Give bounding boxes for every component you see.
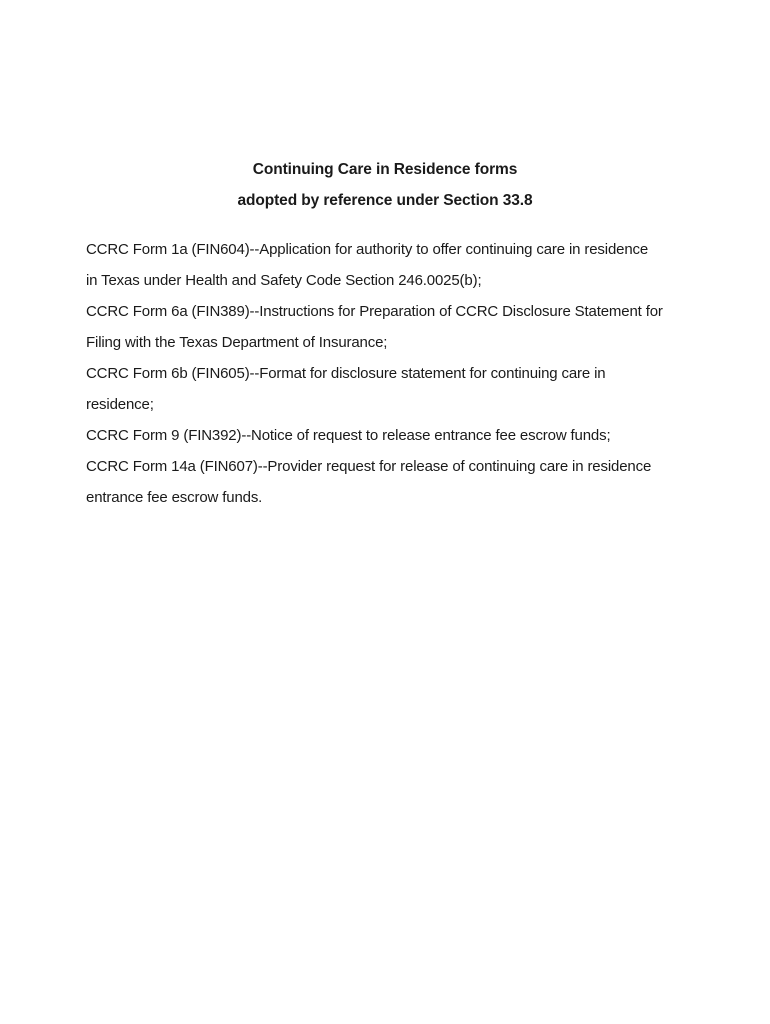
entry-line: entrance fee escrow funds. — [86, 489, 263, 506]
entry-line: residence; — [86, 396, 154, 413]
title-line-2: adopted by reference under Section 33.8 — [237, 192, 533, 209]
entry-line: CCRC Form 9 (FIN392)--Notice of request to release entrance fee escrow funds; — [86, 427, 611, 444]
entry-line: CCRC Form 6b (FIN605)--Format for disclosure statement for continuing care in — [86, 365, 606, 382]
form-entry-9 — [86, 420, 686, 451]
form-entry-1a — [86, 234, 686, 296]
entry-line: CCRC Form 14a (FIN607)--Provider request for release of continuing care in residence — [86, 458, 652, 475]
entry-line: in Texas under Health and Safety Code Section 246.0025(b); — [86, 272, 482, 289]
form-entry-6a — [86, 296, 686, 358]
entry-line: CCRC Form 6a (FIN389)--Instructions for Preparation of CCRC Disclosure Statement for — [86, 303, 663, 320]
title-line-1: Continuing Care in Residence forms — [252, 161, 518, 178]
entry-line: Filing with the Texas Department of Insurance; — [86, 334, 388, 351]
entry-line: CCRC Form 1a (FIN604)--Application for authority to offer continuing care in residence — [86, 241, 649, 258]
form-entry-6b — [86, 358, 686, 420]
forms-list — [86, 234, 686, 513]
document-title — [0, 154, 770, 216]
form-entry-14a — [86, 451, 686, 513]
